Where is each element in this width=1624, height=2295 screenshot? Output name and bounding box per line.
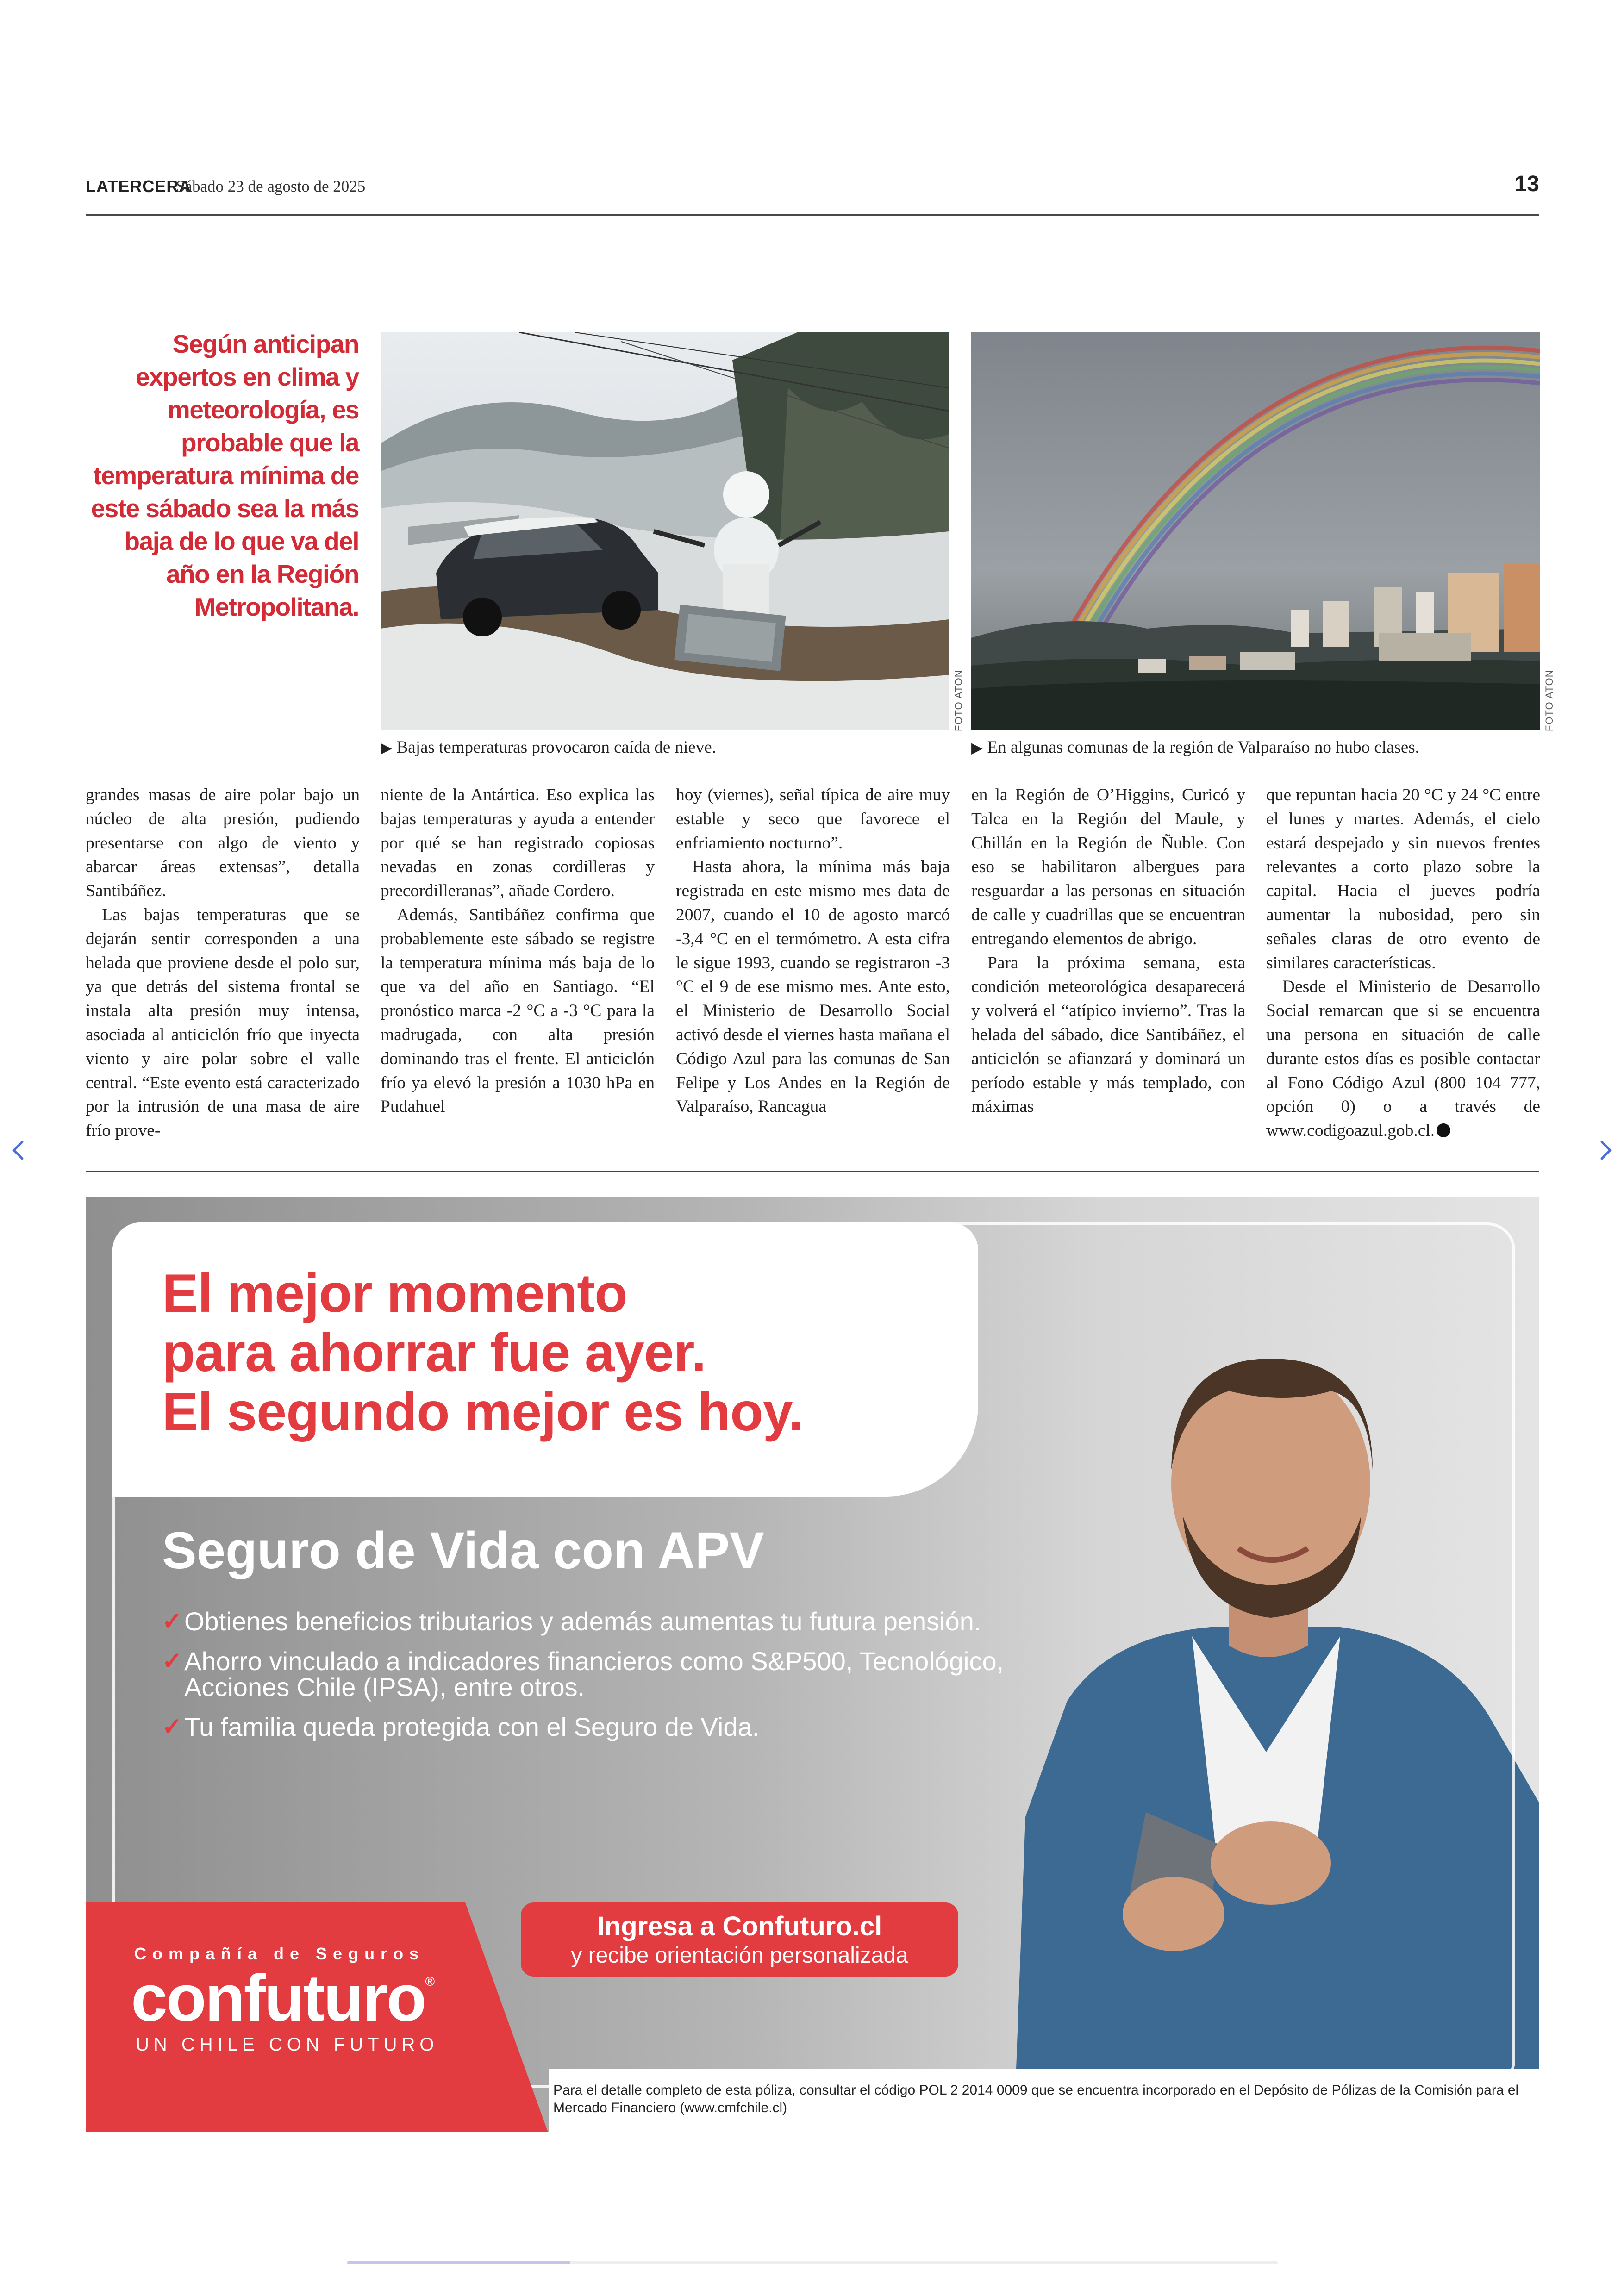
article-paragraph: Para la próxima semana, esta condición meteorológica desaparecerá y volverá el “atípico invierno”. Tras la helada del sábado, dice Santibáñez, el anticiclón se afianzará y dominará un período estable y más templado, con máximas — [971, 953, 1245, 1116]
article-paragraph: hoy (viernes), señal típica de aire muy estable y seco que favorece el enfriamiento nocturno”. — [676, 786, 950, 853]
caption-text: En algunas comunas de la región de Valparaíso no hubo clases. — [987, 738, 1419, 757]
ad-cta-button[interactable] — [521, 1902, 958, 1977]
chevron-left-icon — [4, 1132, 31, 1169]
ad-headline-line: para ahorrar fue ayer. — [162, 1322, 706, 1383]
ad-benefit-item: ✓ Tu familia queda protegida con el Seguro de Vida. — [162, 1712, 760, 1741]
page-scroll-thumb[interactable] — [347, 2261, 570, 2264]
photo-rainbow — [971, 332, 1540, 730]
chevron-right-icon — [1593, 1132, 1620, 1169]
confuturo-advertisement[interactable] — [86, 1197, 1539, 2132]
article-divider — [86, 1171, 1539, 1172]
article-paragraph-text: Desde el Ministerio de Desarrollo Social remarcan que si se encuentra una persona en situación de calle durante estos días es posible contactar al Fono Código Azul (800 104 777, opción 0) o a través de www.codigoazul.gob.cl. — [1266, 977, 1540, 1141]
article-column-1 — [86, 783, 360, 1149]
check-icon: ✓ — [162, 1714, 182, 1740]
next-page-button[interactable] — [1593, 1132, 1620, 1169]
article-paragraph: Además, Santibáñez confirma que probablemente este sábado se registre la temperatura mínima más baja de lo que va del año en Santiago. “El pronóstico marca -2 °C a -3 °C para la madrugada, con alta presión dominando tras el frente. El anticiclón frío ya elevó la presión a 1030 hPa en Pudahuel — [381, 905, 655, 1116]
ad-tagline: UN CHILE CON FUTURO — [136, 2034, 439, 2055]
article-paragraph: Las bajas temperaturas que se dejarán sentir corresponden a una helada que proviene desde el polo sur, ya que detrás del sistema frontal se instala alta presión muy intensa, asociada al anticiclón frío que inyecta viento y aire polar sobre el valle central. “Este evento está caracterizado por la intrusión de una masa de aire frío prove- — [86, 905, 360, 1141]
article-paragraph — [1266, 975, 1540, 1143]
article-column-3 — [676, 783, 950, 1149]
end-of-article-icon — [1437, 1123, 1450, 1137]
article-paragraph: niente de la Antártica. Eso explica las bajas temperaturas y ayuda a entender por qué se han registrado copiosas nevadas en zonas cordilleras y precordilleranas”, añade Cordero. — [381, 786, 655, 901]
caption-triangle-icon: ▶ — [381, 739, 392, 756]
photo-caption — [971, 737, 1419, 757]
check-icon: ✓ — [162, 1608, 182, 1635]
ad-headline — [162, 1264, 803, 1441]
ad-benefit-item: ✓ Obtienes beneficios tributarios y además aumentas tu futura pensión. — [162, 1607, 981, 1636]
ad-product-title: Seguro de Vida con APV — [162, 1522, 764, 1579]
photo-snow — [381, 332, 949, 730]
caption-text: Bajas temperaturas provocaron caída de nieve. — [396, 738, 716, 757]
article-column-5 — [1266, 783, 1540, 1149]
confuturo-logo: confuturo® — [131, 1961, 435, 2035]
ad-fineprint: Para el detalle completo de esta póliza, consultar el código POL 2 2014 0009 que se encuentra incorporado en el Depósito de Pólizas de la Comisión para el Mercado Financiero (www.cmfchile.cl) — [553, 2083, 1519, 2115]
ad-headline-line: El segundo mejor es hoy. — [162, 1381, 803, 1442]
article-paragraph: en la Región de O’Higgins, Curicó y Talca en la Región del Maule, y Chillán en la Región de Ñuble. Con eso se habilitaron albergues para resguardar a las personas en situación de calle y cuadrillas que se encuentran entregando elementos de abrigo. — [971, 786, 1245, 948]
ad-cta-sublabel: y recibe orientación personalizada — [571, 1943, 908, 1968]
masthead: LATERCERA — [86, 177, 192, 196]
ad-benefits-list — [162, 1609, 1042, 1754]
rainbow-scene-image — [971, 332, 1540, 730]
registered-mark: ® — [425, 1974, 435, 1989]
publication-date: Sábado 23 de agosto de 2025 — [176, 177, 366, 195]
pull-quote: Según anticipan expertos en clima y meteorología, es probable que la temperatura mínima de este sábado sea la más baja de lo que va del año en la Región Metropolitana. — [91, 330, 359, 621]
ad-cta-label: Ingresa a Confuturo.cl — [597, 1911, 882, 1941]
page-header — [86, 174, 1539, 216]
snow-scene-image — [381, 332, 949, 730]
article-column-4 — [971, 783, 1245, 1149]
article-paragraph: Hasta ahora, la mínima más baja registrada en este mismo mes data de 2007, cuando el 10 de agosto marcó -3,4 °C en el termómetro. A esta cifra le sigue 1993, cuando se registraron -3 °C el 9 de ese mismo mes. Ante esto, el Ministerio de Desarrollo Social activó desde el viernes hasta mañana el Código Azul para las comunas de San Felipe y Los Andes en la Región de Valparaíso, Rancagua — [676, 857, 950, 1116]
ad-company-label: Compañía de Seguros — [134, 1944, 425, 1963]
page-scroll-track[interactable] — [347, 2261, 1278, 2264]
article-paragraph: grandes masas de aire polar bajo un núcleo de alta presión, pudiendo presentarse con algo de viento y abarcar áreas extensas”, detalla Santibáñez. — [86, 786, 360, 901]
photo-credit: FOTO ATON — [1543, 669, 1555, 731]
prev-page-button[interactable] — [4, 1132, 31, 1169]
check-icon: ✓ — [162, 1648, 182, 1675]
article-paragraph: que repuntan hacia 20 °C y 24 °C entre el lunes y martes. Además, el cielo estará despejado y sin nuevos frentes relevantes a corto plazo sobre la capital. Hacia el jueves podría aumentar la nubosidad, pero sin señales claras de otro evento de similares características. — [1266, 786, 1540, 973]
photo-credit: FOTO ATON — [953, 669, 964, 731]
article-column-2 — [381, 783, 655, 1149]
photo-caption — [381, 737, 716, 757]
page-number: 13 — [1514, 172, 1539, 196]
caption-triangle-icon: ▶ — [971, 739, 983, 756]
ad-benefit-item: ✓ Ahorro vinculado a indicadores financieros como S&P500, Tecnológico, Acciones Chile (IPSA), entre otros. — [162, 1646, 1004, 1702]
ad-headline-line: El mejor momento — [162, 1263, 627, 1323]
